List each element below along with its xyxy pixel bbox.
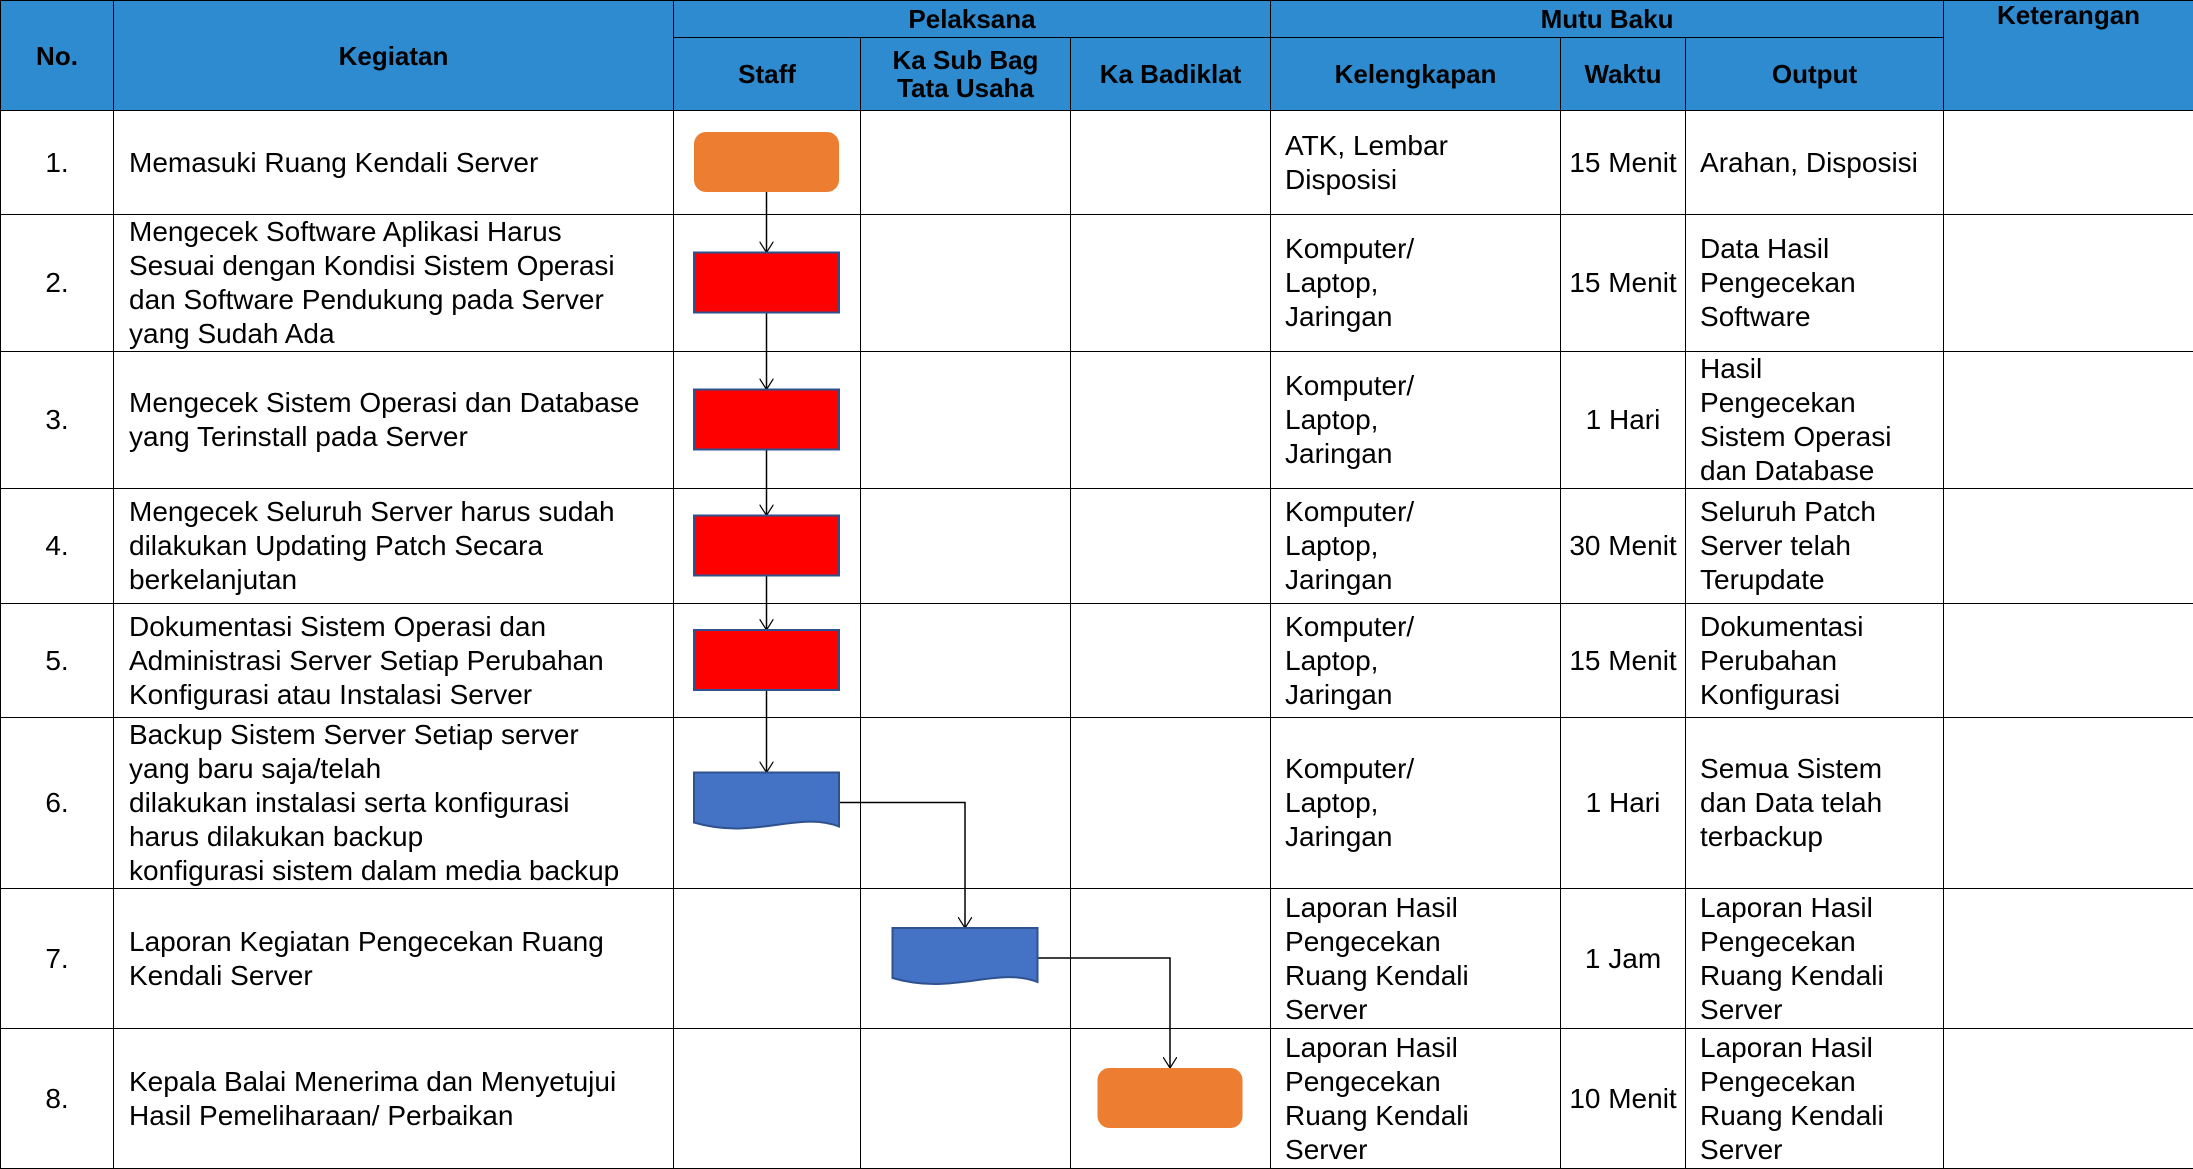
row-kegiatan: Mengecek Seluruh Server harus sudah dilakukan Updating Patch Secara berkelanjutan	[114, 489, 674, 604]
lane-staff-cell	[674, 215, 861, 352]
header-no: No.	[1, 1, 114, 111]
lane-ka-sub-bag-cell	[861, 604, 1071, 718]
row-kegiatan: Mengecek Sistem Operasi dan Database yang Terinstall pada Server	[114, 352, 674, 489]
header-ka-badiklat: Ka Badiklat	[1071, 38, 1271, 111]
row-kelengkapan: Komputer/ Laptop, Jaringan	[1271, 604, 1561, 718]
lane-ka-badiklat-cell	[1071, 215, 1271, 352]
table-row	[1, 352, 2193, 489]
row-output: Seluruh Patch Server telah Terupdate	[1686, 489, 1944, 604]
row-kegiatan: Laporan Kegiatan Pengecekan Ruang Kendali Server	[114, 889, 674, 1029]
lane-ka-badiklat-cell	[1071, 718, 1271, 889]
row-kelengkapan: ATK, Lembar Disposisi	[1271, 111, 1561, 215]
lane-ka-badiklat-cell	[1071, 604, 1271, 718]
row-keterangan	[1944, 352, 2193, 489]
row-output: Dokumentasi Perubahan Konfigurasi	[1686, 604, 1944, 718]
lane-staff-cell	[674, 489, 861, 604]
row-keterangan	[1944, 889, 2193, 1029]
lane-ka-sub-bag-cell	[861, 489, 1071, 604]
row-waktu: 1 Hari	[1561, 352, 1686, 489]
lane-staff-cell	[674, 604, 861, 718]
table-row	[1, 718, 2193, 889]
row-kelengkapan: Komputer/ Laptop, Jaringan	[1271, 718, 1561, 889]
header-waktu: Waktu	[1561, 38, 1686, 111]
row-kegiatan: Backup Sistem Server Setiap server yang baru saja/telah dilakukan instalasi serta konfigurasi harus dilakukan backup konfigurasi sistem dalam media backup	[114, 718, 674, 889]
header-mutu-baku: Mutu Baku	[1271, 1, 1944, 38]
lane-ka-badiklat-cell	[1071, 489, 1271, 604]
row-no: 2.	[1, 215, 114, 352]
table-row	[1, 111, 2193, 215]
lane-ka-badiklat-cell	[1071, 889, 1271, 1029]
row-waktu: 15 Menit	[1561, 604, 1686, 718]
table-row	[1, 215, 2193, 352]
row-kegiatan: Mengecek Software Aplikasi Harus Sesuai dengan Kondisi Sistem Operasi dan Software Pendukung pada Server yang Sudah Ada	[114, 215, 674, 352]
row-kegiatan: Dokumentasi Sistem Operasi dan Administrasi Server Setiap Perubahan Konfigurasi atau Instalasi Server	[114, 604, 674, 718]
lane-ka-sub-bag-cell	[861, 215, 1071, 352]
row-kelengkapan: Laporan Hasil Pengecekan Ruang Kendali Server	[1271, 889, 1561, 1029]
lane-ka-sub-bag-cell	[861, 889, 1071, 1029]
row-no: 7.	[1, 889, 114, 1029]
lane-staff-cell	[674, 111, 861, 215]
row-no: 6.	[1, 718, 114, 889]
row-waktu: 15 Menit	[1561, 215, 1686, 352]
row-output: Data Hasil Pengecekan Software	[1686, 215, 1944, 352]
row-output: Hasil Pengecekan Sistem Operasi dan Database	[1686, 352, 1944, 489]
lane-ka-sub-bag-cell	[861, 111, 1071, 215]
row-kelengkapan: Komputer/ Laptop, Jaringan	[1271, 489, 1561, 604]
row-kelengkapan: Laporan Hasil Pengecekan Ruang Kendali Server	[1271, 1029, 1561, 1169]
row-keterangan	[1944, 215, 2193, 352]
lane-staff-cell	[674, 352, 861, 489]
table-row	[1, 889, 2193, 1029]
table-row	[1, 1029, 2193, 1169]
row-no: 3.	[1, 352, 114, 489]
table-body	[1, 111, 2193, 1169]
header-kegiatan: Kegiatan	[114, 1, 674, 111]
header-output: Output	[1686, 38, 1944, 111]
row-no: 8.	[1, 1029, 114, 1169]
row-keterangan	[1944, 604, 2193, 718]
header-pelaksana: Pelaksana	[674, 1, 1271, 38]
row-waktu: 1 Jam	[1561, 889, 1686, 1029]
table-row	[1, 489, 2193, 604]
lane-ka-badiklat-cell	[1071, 1029, 1271, 1169]
row-waktu: 15 Menit	[1561, 111, 1686, 215]
row-keterangan	[1944, 1029, 2193, 1169]
row-waktu: 10 Menit	[1561, 1029, 1686, 1169]
row-keterangan	[1944, 489, 2193, 604]
lane-staff-cell	[674, 889, 861, 1029]
table-header	[1, 1, 2193, 111]
header-ka-sub-bag: Ka Sub Bag Tata Usaha	[861, 38, 1071, 111]
row-output: Laporan Hasil Pengecekan Ruang Kendali Server	[1686, 889, 1944, 1029]
row-output: Arahan, Disposisi	[1686, 111, 1944, 215]
lane-ka-sub-bag-cell	[861, 718, 1071, 889]
lane-ka-sub-bag-cell	[861, 352, 1071, 489]
row-keterangan	[1944, 111, 2193, 215]
row-no: 1.	[1, 111, 114, 215]
row-no: 4.	[1, 489, 114, 604]
header-kelengkapan: Kelengkapan	[1271, 38, 1561, 111]
row-kelengkapan: Komputer/ Laptop, Jaringan	[1271, 215, 1561, 352]
header-keterangan: Keterangan	[1944, 1, 2193, 111]
lane-staff-cell	[674, 718, 861, 889]
lane-ka-badiklat-cell	[1071, 111, 1271, 215]
row-output: Laporan Hasil Pengecekan Ruang Kendali Server	[1686, 1029, 1944, 1169]
row-kelengkapan: Komputer/ Laptop, Jaringan	[1271, 352, 1561, 489]
lane-ka-sub-bag-cell	[861, 1029, 1071, 1169]
lane-ka-badiklat-cell	[1071, 352, 1271, 489]
lane-staff-cell	[674, 1029, 861, 1169]
row-output: Semua Sistem dan Data telah terbackup	[1686, 718, 1944, 889]
row-waktu: 1 Hari	[1561, 718, 1686, 889]
row-kegiatan: Memasuki Ruang Kendali Server	[114, 111, 674, 215]
table-row	[1, 604, 2193, 718]
header-staff: Staff	[674, 38, 861, 111]
row-no: 5.	[1, 604, 114, 718]
row-waktu: 30 Menit	[1561, 489, 1686, 604]
row-keterangan	[1944, 718, 2193, 889]
row-kegiatan: Kepala Balai Menerima dan Menyetujui Hasil Pemeliharaan/ Perbaikan	[114, 1029, 674, 1169]
